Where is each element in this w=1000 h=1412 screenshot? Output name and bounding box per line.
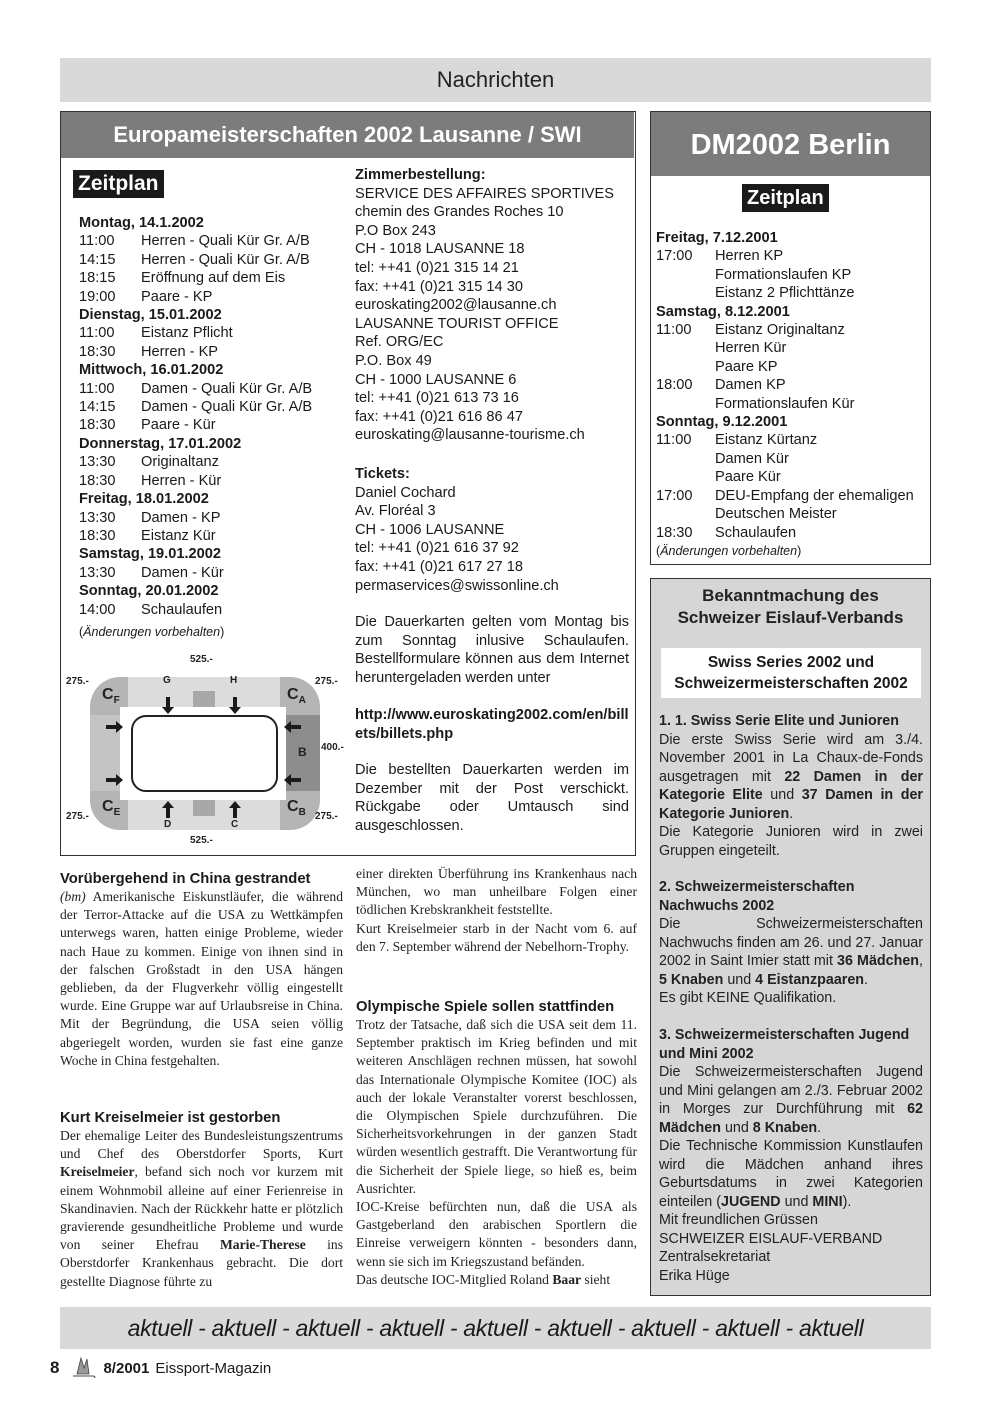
article-kreiselmeier-continued (356, 865, 637, 956)
versand-text: Die bestellten Dauerkarten werden im Dezember mit der Post verschickt. Rückgabe oder Umtausch sind ausgeschlossen. (355, 762, 629, 834)
contact-line: fax: ++41 (0)21 616 86 47 (355, 408, 523, 425)
schedule-day: Dienstag, 15.01.2002 (79, 307, 222, 324)
price-top: 525.- (190, 654, 213, 665)
contact-line: chemin des Grandes Roches 10 (355, 204, 564, 221)
article-kreiselmeier (60, 1109, 343, 1291)
schedule-time: 14:15 (79, 399, 116, 416)
schedule-event: Herren Kür (715, 340, 787, 357)
em-schedule (79, 214, 344, 619)
schedule-event: Paare - KP (141, 288, 213, 305)
text: und (720, 1119, 753, 1136)
schedule-row (656, 266, 928, 284)
sector-letter: C (287, 686, 299, 703)
contact-line: P.O Box 243 (355, 222, 436, 239)
schedule-time (656, 395, 715, 413)
closing-line: Erika Hüge (659, 1267, 730, 1284)
price-bottom: 525.- (190, 835, 213, 846)
schedule-day: Freitag, 18.01.2002 (79, 491, 209, 508)
contact-line: P.O. Box 49 (355, 352, 432, 369)
schedule-day: Sonntag, 9.12.2001 (656, 414, 788, 431)
sector-d: D (164, 819, 172, 830)
schedule-event: Damen - Quali Kür Gr. A/B (141, 399, 313, 416)
bold-text: Kreiselmeier (60, 1164, 135, 1180)
schedule-row (656, 376, 928, 394)
paren: ( (656, 544, 661, 558)
contact-line: CH - 1000 LAUSANNE 6 (355, 371, 517, 388)
schedule-event: DEU-Empfang der ehemaligen (715, 487, 914, 504)
contact-line: permaservices@swissonline.ch (355, 577, 559, 594)
swiss-section-3 (659, 1026, 923, 1285)
sector-ce (102, 798, 120, 818)
schedule-row (656, 505, 928, 523)
rink-svg (62, 648, 352, 853)
schedule-event: Originaltanz (141, 454, 219, 471)
schedule-event: Paare KP (715, 358, 778, 375)
schedule-row (656, 339, 928, 357)
article-china (60, 870, 343, 1070)
schedule-event: Deutschen Meister (715, 506, 837, 523)
schedule-row (79, 343, 344, 361)
article-olympia (356, 998, 637, 1289)
sector-letter: C (102, 798, 114, 815)
aktuell-banner: aktuell - aktuell - aktuell - aktuell - aktuell - aktuell - aktuell - aktuell - aktuell (60, 1307, 931, 1349)
price-bottom-left: 275.- (66, 811, 89, 822)
schedule-time: 18:15 (79, 270, 116, 287)
schedule-event: Eistanz Kür (141, 527, 216, 544)
schedule-event: Damen - KP (141, 509, 221, 526)
tickets-block (355, 465, 630, 595)
paren: ) (797, 544, 802, 558)
contact-line: CH - 1018 LAUSANNE 18 (355, 241, 525, 258)
schedule-event: Herren KP (715, 248, 784, 265)
schedule-time (656, 505, 715, 523)
article-body: Kurt Kreiselmeier starb in der Nacht vom 6. auf den 7. September während der Nebelhorn-Trophy. (356, 920, 637, 954)
em-schedule-note (79, 625, 224, 639)
schedule-time (656, 284, 715, 302)
schedule-event: Schaulaufen (141, 601, 223, 618)
contact-line: Daniel Cochard (355, 484, 456, 501)
schedule-row (79, 527, 344, 545)
schedule-event: Herren - Quali Kür Gr. A/B (141, 233, 310, 250)
section-heading: 3. Schweizermeisterschaften Jugend und Mini 2002 (659, 1027, 910, 1062)
schedule-day: Samstag, 8.12.2001 (656, 303, 790, 320)
schedule-row (79, 453, 344, 471)
schedule-time (656, 339, 715, 357)
price-top-right: 275.- (315, 676, 338, 687)
schedule-row (656, 450, 928, 468)
schedule-time: 14:00 (79, 601, 116, 618)
schedule-row (79, 601, 344, 619)
contact-line: SERVICE DES AFFAIRES SPORTIVES (355, 185, 614, 202)
bold-text: JUGEND (721, 1193, 781, 1210)
article-body: Das deutsche IOC-Mitglied Roland (356, 1271, 553, 1287)
section-heading: 1. 1. Swiss Serie Elite und Junioren (659, 713, 899, 729)
sector-cf (102, 686, 120, 706)
contact-line: tel: ++41 (0)21 613 73 16 (355, 390, 519, 407)
schedule-row (79, 380, 344, 398)
dm-schedule-note (656, 544, 801, 558)
zimmer-lines (355, 185, 630, 445)
schedule-row (79, 416, 344, 434)
schedule-row (656, 431, 928, 449)
schedule-time: 17:00 (656, 487, 693, 504)
schedule-time: 11:00 (656, 432, 692, 449)
schedule-time: 18:30 (79, 343, 116, 360)
schedule-row (656, 524, 928, 542)
bold-text: Marie-Therese (219, 1237, 306, 1253)
text: Die Schweizermeisterschaften Jugend und Mini gelangen am 2./3. Februar 2002 in Morges zur Durchführung mit (659, 1064, 923, 1117)
schedule-event: Damen KP (715, 377, 786, 394)
article-body: sieht (581, 1271, 611, 1287)
note-text: Änderungen vorbehalten (83, 625, 221, 639)
media-box-top (193, 691, 215, 707)
text: ). (842, 1193, 852, 1210)
schedule-row (656, 468, 928, 486)
bold-text: 37 Damen in der Kategorie Junioren (659, 787, 923, 822)
schedule-row (79, 251, 344, 269)
zimmer-heading: Zimmerbestellung: (355, 167, 486, 183)
schedule-day: Sonntag, 20.01.2002 (79, 583, 219, 600)
sector-h: H (230, 675, 238, 686)
text: Die erste Swiss Serie wird am 3./4. November 2001 in La Chaux-de-Fonds ausgetragen mit (659, 731, 923, 785)
contact-line: Ref. ORG/EC (355, 334, 444, 351)
schedule-event: Paare - Kür (141, 417, 216, 434)
zeitplan-badge-label: Zeitplan (742, 184, 829, 212)
text: Die Schweizermeisterschaften Nachwuchs finden am 26. und 27. Januar 2002 in Saint Imier statt mit (659, 916, 923, 969)
schedule-event: Eistanz 2 Pflichttänze (715, 285, 855, 302)
dm-title: DM2002 Berlin (651, 112, 930, 176)
page-number: 8 (50, 1358, 60, 1377)
media-box-bottom (193, 800, 215, 816)
text: . (864, 971, 869, 988)
article-body: Amerikanische Eiskunstläufer, die während der Terror-Attacke auf die USA zu Wettkämpfen unterwegs waren, hatten einige Probleme, wieder nach Haue zu kommen. Einige von ihnen sind in der falschen Großstadt in den USA hängen geblieben, da der Flugverkehr völlig eingestellt wurde. Eine Gruppe war auf Urlaubsreise in China. Mit der Begründung, die USA seien völlig abgeriegelt worden, wurden sie fast eine ganze Woche in China festgehalten. (60, 889, 343, 1068)
bold-text: 8 Knaben (752, 1119, 818, 1136)
schedule-row (79, 472, 344, 490)
schedule-time: 18:30 (79, 527, 116, 544)
contact-line: Av. Floréal 3 (355, 503, 436, 520)
schedule-day: Donnerstag, 17.01.2002 (79, 435, 242, 452)
contact-line: tel: ++41 (0)21 616 37 92 (355, 540, 519, 557)
contact-line: fax: ++41 (0)21 315 14 30 (355, 278, 523, 295)
article-body: ins Oberstdorfer Krankenhaus gebracht. Die dort gestellte Diagnose führte zu (60, 1237, 344, 1289)
schedule-day: Freitag, 7.12.2001 (656, 230, 778, 246)
schedule-row (79, 269, 344, 287)
schedule-row (656, 321, 928, 339)
schedule-row (656, 284, 928, 302)
contact-line: fax: ++41 (0)21 617 27 18 (355, 558, 523, 575)
text: Die Technische Kommission Kunstlaufen wird die Mädchen anhand ihres Geburtsdatums in zwei Kategorien einteilen ( (659, 1138, 923, 1210)
skate-logo-icon (69, 1356, 97, 1380)
schedule-time: 11:00 (79, 325, 115, 342)
article-heading: Vorübergehend in China gestrandet (60, 871, 311, 887)
section-title: Nachrichten (60, 58, 931, 102)
schedule-time: 19:00 (79, 288, 116, 305)
schedule-row (656, 395, 928, 413)
text: . (789, 805, 794, 822)
sector-b: B (298, 745, 307, 759)
schedule-time: 13:30 (79, 564, 116, 581)
sector-letter: C (287, 798, 299, 815)
sector-ca (287, 686, 306, 706)
article-author: (bm) (60, 889, 86, 904)
text: und (780, 1193, 813, 1210)
zeitplan-badge-label: Zeitplan (73, 170, 164, 198)
schedule-day: Samstag, 19.01.2002 (79, 546, 221, 563)
price-bottom-right: 275.- (315, 811, 338, 822)
schedule-row (79, 564, 344, 582)
schedule-event: Damen - Quali Kür Gr. A/B (141, 380, 313, 397)
schedule-event: Formationslaufen Kür (715, 395, 855, 412)
swiss-subtitle-line: Swiss Series 2002 und (707, 654, 875, 671)
bold-text: 4 Eistanzpaaren (755, 971, 865, 988)
note-text: Änderungen vorbehalten (660, 544, 798, 558)
schedule-row (656, 487, 928, 505)
em-title: Europameisterschaften 2002 Lausanne / SWI (61, 112, 634, 158)
bold-text: 36 Mädchen (837, 953, 920, 969)
closing-line: Mit freundlichen Grüssen (659, 1212, 818, 1228)
ice-surface (132, 716, 277, 791)
ticket-lines (355, 484, 630, 596)
sector-g: G (163, 675, 171, 686)
bold-text: Baar (552, 1271, 582, 1287)
closing-line: Zentralsekretariat (659, 1249, 771, 1265)
zimmer-block (355, 166, 630, 445)
schedule-event: Eistanz Originaltanz (715, 322, 845, 339)
schedule-time (656, 266, 715, 284)
ticket-url-link[interactable]: http://www.euroskating2002.com/en/billets/billets.php (355, 707, 629, 742)
paren: ) (220, 625, 225, 639)
schedule-time (656, 450, 715, 468)
contact-line: euroskating@lausanne-tourisme.ch (355, 427, 585, 444)
text: und (762, 787, 802, 803)
schedule-time: 18:30 (656, 524, 693, 541)
bold-text: 62 Mädchen (659, 1101, 923, 1136)
schedule-time: 18:30 (79, 472, 116, 489)
sector-cb (287, 798, 306, 818)
schedule-event: Eistanz Kürtanz (715, 432, 818, 449)
schedule-event: Herren - Kür (141, 472, 222, 489)
schedule-row (79, 232, 344, 250)
section-heading: 2. Schweizermeisterschaften Nachwuchs 2002 (659, 879, 855, 914)
dm-zeitplan-badge (742, 184, 829, 212)
schedule-event: Paare Kür (715, 469, 781, 486)
contact-line: LAUSANNE TOURIST OFFICE (355, 315, 559, 332)
schedule-event: Herren - Quali Kür Gr. A/B (141, 251, 310, 268)
text: und (723, 971, 756, 988)
tickets-heading: Tickets: (355, 466, 410, 482)
swiss-section-2 (659, 878, 923, 1008)
swiss-subtitle (661, 648, 921, 698)
bold-text: MINI (812, 1193, 843, 1210)
sector-c: C (231, 819, 239, 830)
schedule-row (656, 358, 928, 376)
article-body: IOC-Kreise befürchten nun, daß die USA als Gastgeberland den arabischen Sportlern die Einreise verweigern könnten - besonders dann, wenn sie sich im Kriegszustand befänden. (356, 1199, 637, 1269)
schedule-time: 11:00 (656, 322, 692, 339)
sector-sub: F (113, 695, 120, 707)
schedule-event: Damen - Kür (141, 564, 224, 581)
schedule-time: 14:15 (79, 251, 116, 268)
schedule-time: 11:00 (79, 233, 115, 250)
schedule-event: Schaulaufen (715, 524, 797, 541)
article-heading: Kurt Kreiselmeier ist gestorben (60, 1110, 281, 1126)
schedule-time: 18:30 (79, 417, 116, 434)
issue-number: 8/2001 (103, 1359, 150, 1377)
swiss-subtitle-line: Schweizermeisterschaften 2002 (674, 675, 908, 692)
schedule-row (79, 509, 344, 527)
article-body: Der ehemalige Leiter des Bundesleistungszentrums und Chef des Oberstdorfer Sports, Kurt (60, 1128, 343, 1162)
schedule-event: Damen Kür (715, 450, 789, 467)
text: , (919, 953, 923, 969)
sector-letter: C (102, 686, 114, 703)
schedule-day: Mittwoch, 16.01.2002 (79, 362, 224, 379)
rink-seating-diagram (62, 648, 352, 853)
em-zeitplan-badge (73, 170, 164, 198)
price-top-left: 275.- (66, 676, 89, 687)
swiss-title-line: Schweizer Eislauf-Verbands (677, 608, 904, 627)
schedule-event: Herren - KP (141, 343, 219, 360)
contact-line: tel: ++41 (0)21 315 14 21 (355, 259, 519, 276)
bold-text: 22 Damen in der Kategorie Elite (659, 768, 923, 803)
schedule-event: Eröffnung auf dem Eis (141, 270, 286, 287)
schedule-event: Formationslaufen KP (715, 266, 852, 283)
swiss-section-1 (659, 712, 923, 860)
price-b: 400.- (321, 742, 344, 753)
swiss-title (652, 585, 929, 629)
article-body: einer direkten Überführung ins Krankenhaus nach München, wo man unheilbare Folgen einer tödlichen Krebskrankheit feststellte. (356, 866, 637, 918)
closing-lines (659, 1211, 923, 1285)
sector-sub: B (298, 807, 306, 819)
schedule-row (79, 324, 344, 342)
schedule-row (656, 247, 928, 265)
schedule-event: Eistanz Pflicht (141, 325, 233, 342)
bold-text: 5 Knaben (659, 971, 724, 988)
contact-line: CH - 1006 LAUSANNE (355, 521, 505, 538)
dauerkarten-text: Die Dauerkarten gelten vom Montag bis zum Sonntag inlusive Schaulaufen. Bestellformulare können aus dem Internet heruntergeladen werden unter (355, 614, 629, 686)
closing-line: SCHWEIZER EISLAUF-VERBAND (659, 1230, 883, 1247)
text: Es gibt KEINE Qualifikation. (659, 990, 837, 1006)
schedule-day: Montag, 14.1.2002 (79, 215, 204, 231)
schedule-time (656, 468, 715, 486)
schedule-time: 11:00 (79, 380, 115, 397)
schedule-time: 13:30 (79, 509, 116, 526)
schedule-row (79, 288, 344, 306)
paren: ( (79, 625, 84, 639)
article-heading: Olympische Spiele sollen stattfinden (356, 999, 615, 1015)
schedule-time: 18:00 (656, 377, 693, 394)
text: . (817, 1119, 822, 1136)
sector-sub: E (113, 807, 121, 819)
schedule-time (656, 358, 715, 376)
schedule-time: 17:00 (656, 248, 693, 265)
swiss-title-line: Bekanntmachung des (702, 586, 879, 605)
article-body: Trotz der Tatsache, daß sich die USA seit dem 11. September praktisch im Krieg befinden und mit weiteren Anschlägen rechnen müssen, hat sowohl das Internationale Olympische Komitee (IOC) als auch der lokale Veranstalter vorerst beschlossen, die Olympischen Spiele durchzuführen. Die Sicherheitsvorkehrungen in der ganzen Stadt würden wesentlich gestrafft. Die Verantwortung für die Sicherheit der Spiele liege, so hieß es, beim Ausrichter. (356, 1017, 637, 1196)
article-body: , befand sich noch vor kurzem mit einem Wohnmobil alleine auf einer Ferienreise in Skandinavien. Nach der Rückkehr hatte er plötzlich gravierende gesundheitliche Probleme und wurde von seiner Ehefrau (60, 1164, 343, 1253)
dm-schedule (656, 229, 928, 542)
text: Die Kategorie Junioren wird in zwei Gruppen eingeteilt. (659, 824, 923, 859)
magazine-name: Eissport-Magazin (155, 1359, 272, 1377)
schedule-row (79, 398, 344, 416)
contact-line: euroskating2002@lausanne.ch (355, 297, 557, 314)
page-footer (50, 1356, 271, 1380)
sector-sub: A (298, 695, 306, 707)
schedule-time: 13:30 (79, 454, 116, 471)
